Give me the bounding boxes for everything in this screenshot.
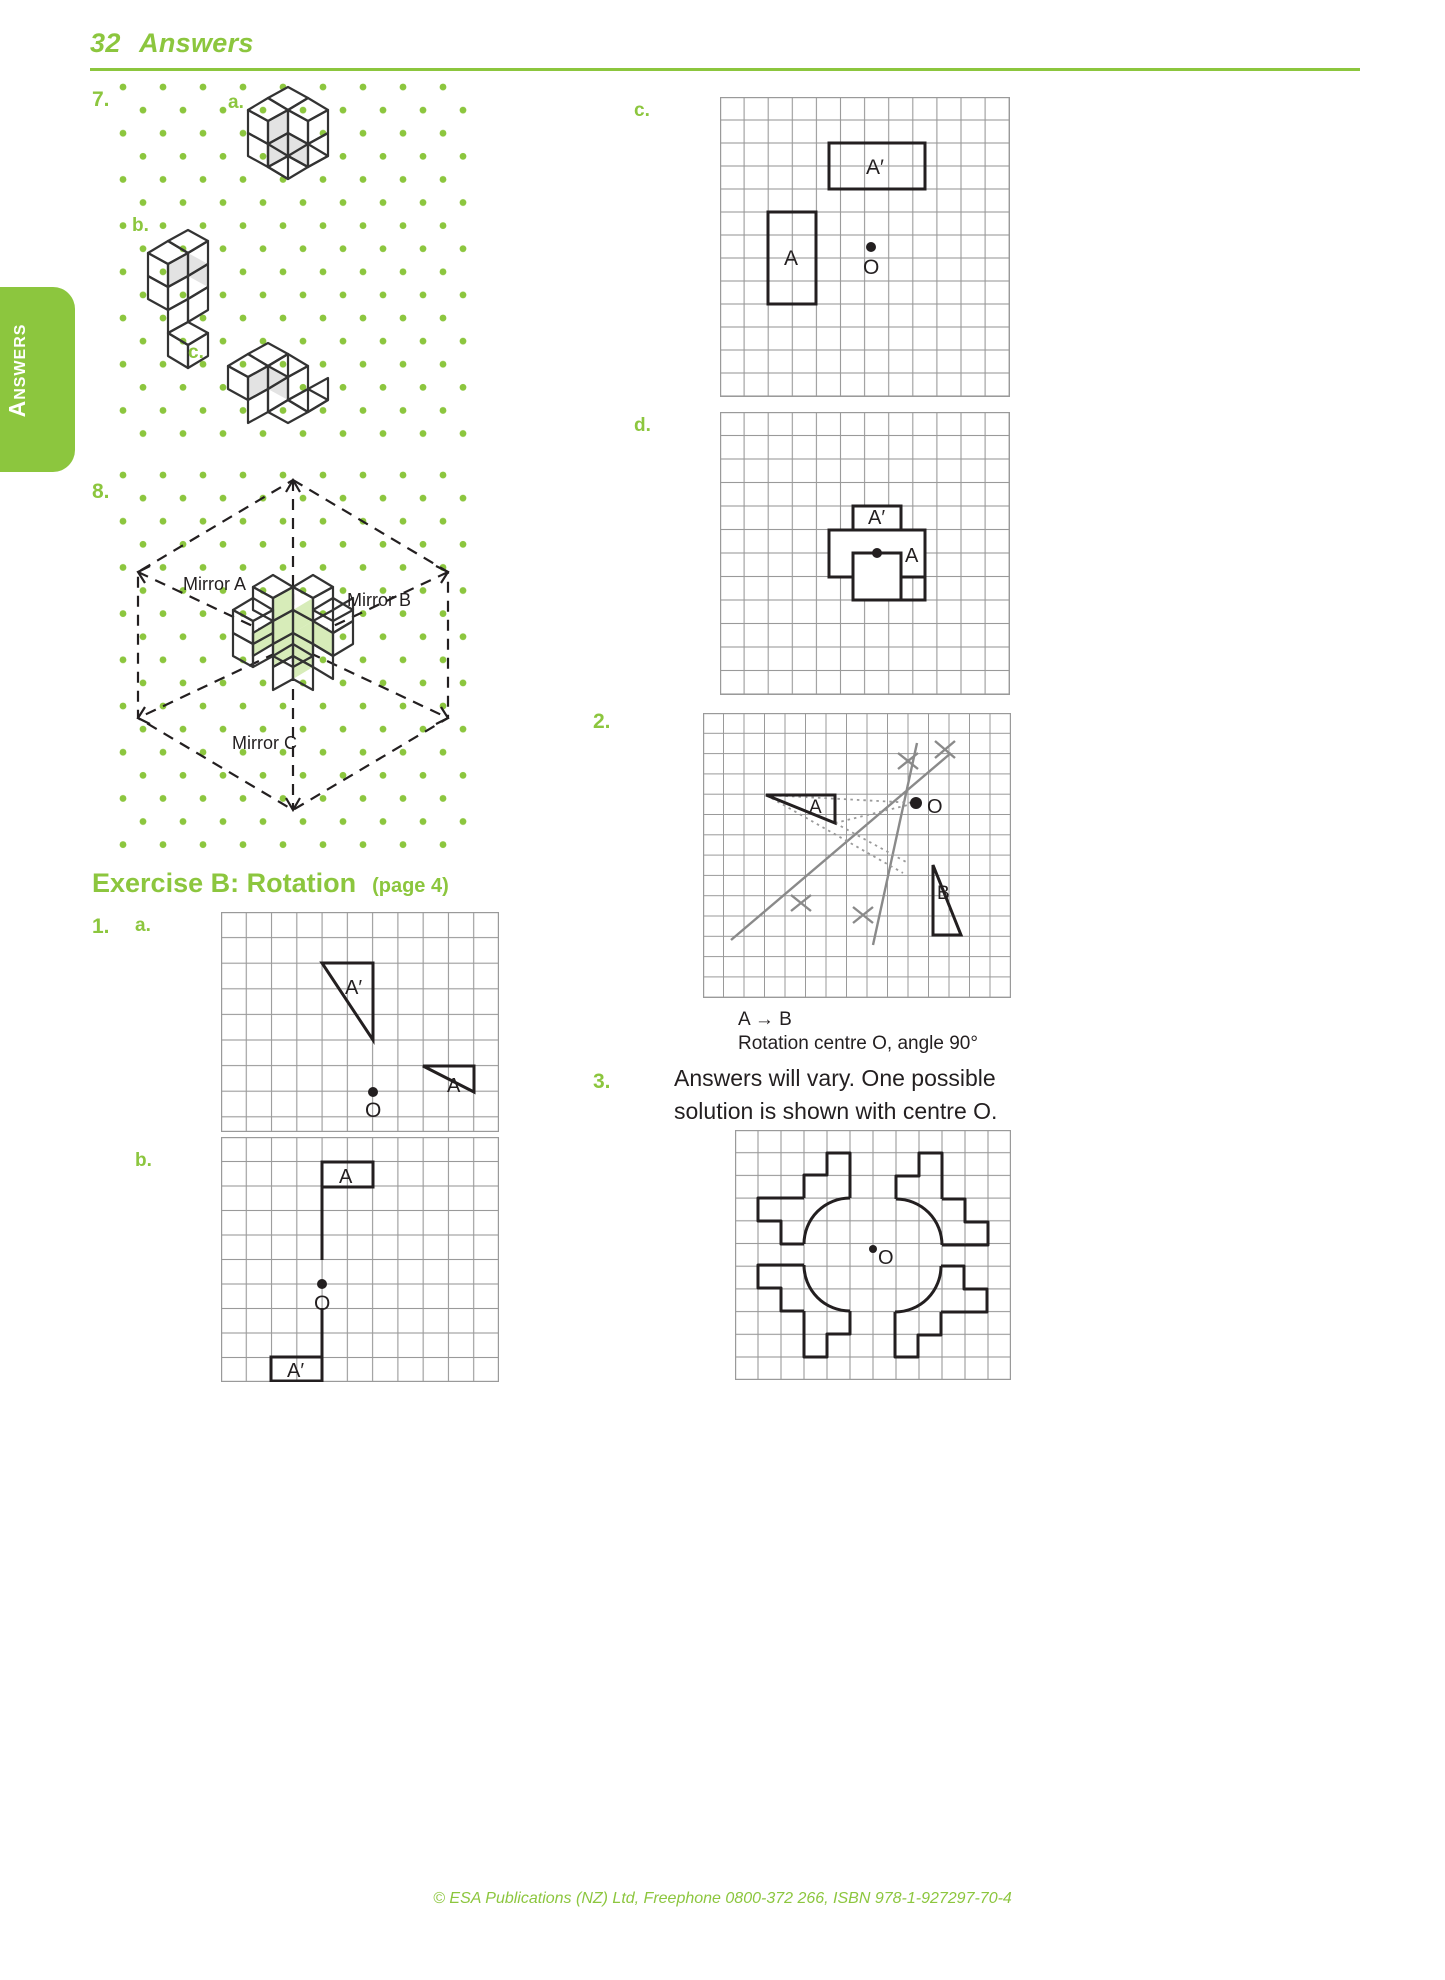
svg-text:A′: A′ [345,977,363,999]
q1-part-a-label: a. [135,915,151,936]
q3-grid [735,1130,1011,1380]
q8-mirror-a-label: Mirror A [183,574,246,594]
part-d-label: d. [634,415,651,436]
question-7-number: 7. [92,88,110,111]
svg-text:A: A [784,247,799,270]
svg-text:A: A [905,545,919,567]
header-rule [90,68,1360,71]
q2-grid [703,713,1011,998]
q1b-grid [221,1137,499,1382]
question-8-number: 8. [92,480,110,503]
svg-text:O: O [863,256,880,279]
page-title: Answers [139,28,254,58]
svg-text:A: A [447,1075,461,1097]
svg-text:O: O [314,1292,331,1315]
q8-mirror-diagram [118,470,468,860]
question-1-number: 1. [92,915,110,938]
exercise-page-ref: (page 4) [372,875,449,897]
svg-text:O: O [878,1247,894,1269]
svg-text:A′: A′ [287,1360,305,1382]
exercise-title: Exercise B: Rotation [92,868,357,898]
q2-caption-line2: Rotation centre O, angle 90° [738,1033,978,1054]
q8-mirror-c-label: Mirror C [232,733,297,753]
part-c-label: c. [634,100,650,121]
q1a-grid [221,912,499,1132]
q7-part-b-label: b. [132,215,149,236]
page-number: 32 [90,28,121,58]
page-header [90,28,1360,74]
q2-caption-line1: A → B [738,1009,792,1030]
q3-text: Answers will vary. One possible solution is shown with centre O. [674,1065,998,1125]
q7-part-c-label: c. [188,342,204,363]
page-footer: © ESA Publications (NZ) Ltd, Freephone 0800-372 266, ISBN 978-1-927297-70-4 [433,1890,1012,1907]
q1-part-b-label: b. [135,1150,152,1171]
q7-part-a-label: a. [228,92,244,113]
side-tab-label: Answers [4,323,30,418]
exercise-b-heading [92,868,449,899]
part-c-grid [720,97,1010,397]
q8-mirror-b-label: Mirror B [347,590,411,610]
question-3-number: 3. [593,1070,611,1093]
question-2-number: 2. [593,710,611,733]
svg-text:O: O [927,796,943,818]
part-d-grid [720,412,1010,695]
svg-text:A′: A′ [868,507,886,529]
q7-isometric-dotgrid [118,82,468,452]
svg-text:A: A [809,797,822,818]
svg-text:O: O [365,1099,382,1122]
svg-text:B: B [937,883,950,904]
svg-text:A′: A′ [866,156,884,179]
side-tab-answers [0,287,75,472]
svg-text:A: A [339,1166,353,1188]
